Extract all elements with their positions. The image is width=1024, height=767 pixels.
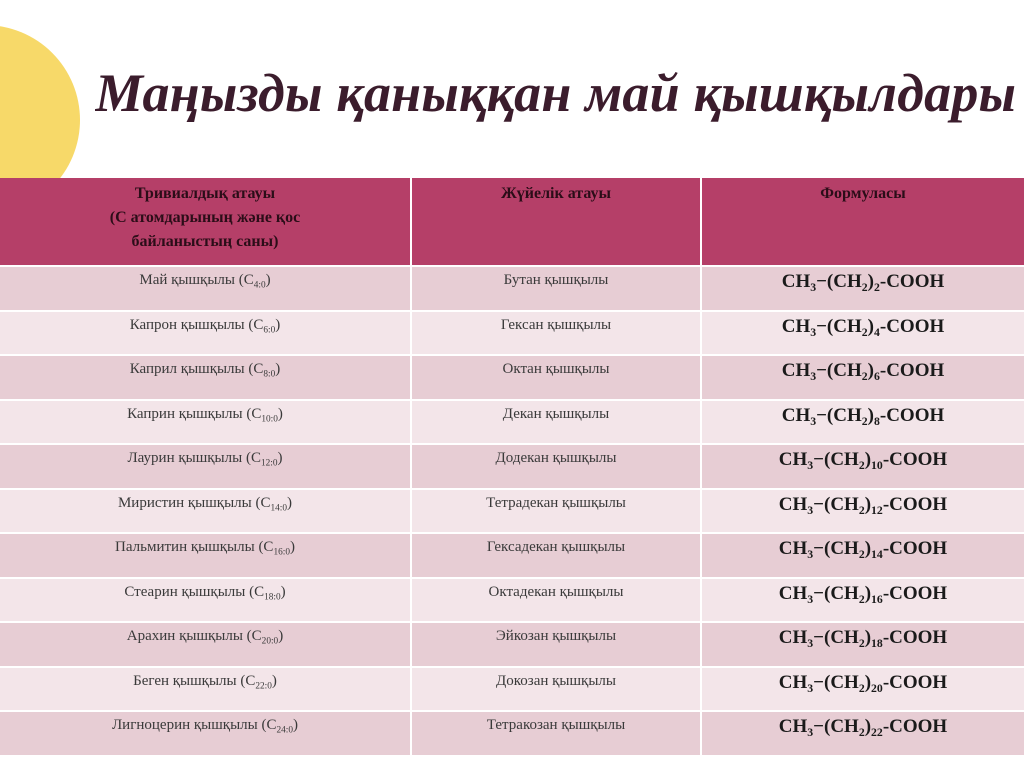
systematic-name-cell: Тетрадекан қышқылы — [412, 490, 702, 533]
formula-chain-length: 12 — [871, 503, 883, 517]
formula-cell — [702, 401, 1024, 444]
formula-cooh: -COOH — [882, 671, 948, 693]
close-paren: ) — [275, 361, 281, 377]
formula-ch3: CH — [778, 671, 808, 693]
formula-sub3: 3 — [807, 726, 814, 740]
trivial-name-cell — [0, 712, 412, 755]
formula-sub3: 3 — [807, 548, 814, 562]
close-paren: ) — [265, 272, 271, 288]
trivial-name-cell — [0, 534, 412, 577]
formula-cell — [702, 490, 1024, 533]
formula-close: ) — [867, 315, 874, 337]
systematic-name-cell: Додекан қышқылы — [412, 445, 702, 488]
formula-chain-length: 22 — [871, 726, 883, 740]
formula-link: −(CH — [813, 716, 859, 737]
formula-sub3: 3 — [807, 637, 814, 651]
formula-sub3: 3 — [810, 325, 817, 339]
formula-cooh: -COOH — [882, 538, 948, 559]
carbon-code: 10:0 — [261, 413, 278, 424]
table-row — [0, 354, 1024, 399]
formula-ch3: CH — [781, 271, 811, 292]
formula-close: ) — [864, 582, 872, 604]
formula-cooh: -COOH — [879, 271, 945, 292]
formula-sub3: 3 — [807, 592, 814, 606]
formula-chain-length: 2 — [873, 281, 880, 295]
systematic-name-cell: Бутан қышқылы — [412, 267, 702, 310]
table-body — [0, 265, 1024, 755]
formula-ch3: CH — [778, 716, 808, 737]
trivial-name-cell — [0, 401, 412, 444]
formula-cell — [702, 445, 1024, 488]
trivial-name-cell — [0, 579, 412, 622]
trivial-name: Пальмитин қышқылы (C — [115, 539, 274, 555]
formula-close: ) — [867, 360, 874, 381]
trivial-name: Май қышқылы (C — [139, 272, 254, 288]
formula-cell — [702, 712, 1024, 755]
trivial-name-cell — [0, 312, 412, 355]
close-paren: ) — [277, 405, 283, 422]
formula-sub2: 2 — [858, 592, 865, 606]
formula-chain-length: 8 — [873, 414, 880, 428]
formula-link: −(CH — [816, 360, 862, 381]
formula-sub3: 3 — [807, 503, 814, 517]
formula-close: ) — [864, 671, 872, 693]
formula-sub2: 2 — [861, 325, 868, 339]
formula-cell — [702, 579, 1024, 622]
formula-link: −(CH — [813, 627, 859, 648]
systematic-name-cell: Тетракозан қышқылы — [412, 712, 702, 755]
close-paren: ) — [275, 316, 281, 333]
carbon-code: 22:0 — [255, 680, 272, 691]
formula-cell — [702, 267, 1024, 310]
close-paren: ) — [280, 583, 286, 600]
formula-close: ) — [864, 493, 872, 515]
carbon-code: 8:0 — [263, 369, 276, 380]
trivial-name: Стеарин қышқылы (C — [124, 583, 265, 600]
close-paren: ) — [289, 539, 295, 555]
table-row — [0, 577, 1024, 622]
formula-ch3: CH — [778, 538, 808, 559]
formula-sub3: 3 — [807, 459, 814, 473]
table-row — [0, 666, 1024, 711]
formula-cooh: -COOH — [879, 404, 945, 426]
trivial-name: Капрон қышқылы (C — [129, 316, 264, 333]
formula-link: −(CH — [816, 404, 862, 426]
header-trivial-name — [0, 178, 412, 265]
table-row — [0, 532, 1024, 577]
close-paren: ) — [277, 450, 283, 466]
trivial-name-cell — [0, 668, 412, 711]
formula-cooh: -COOH — [882, 716, 948, 737]
formula-cooh: -COOH — [882, 493, 948, 515]
systematic-name-cell: Докозан қышқылы — [412, 668, 702, 711]
formula-cell — [702, 312, 1024, 355]
formula-sub2: 2 — [858, 637, 865, 651]
formula-link: −(CH — [813, 538, 859, 559]
formula-cooh: -COOH — [882, 449, 948, 470]
table-row — [0, 265, 1024, 310]
formula-chain-length: 18 — [871, 637, 883, 651]
formula-sub2: 2 — [861, 414, 868, 428]
formula-sub2: 2 — [858, 726, 865, 740]
formula-chain-length: 16 — [871, 592, 883, 606]
formula-sub3: 3 — [810, 370, 817, 384]
formula-ch3: CH — [778, 627, 808, 648]
formula-chain-length: 6 — [873, 370, 880, 384]
formula-close: ) — [867, 271, 874, 292]
formula-chain-length: 14 — [871, 548, 883, 562]
formula-cell — [702, 356, 1024, 399]
trivial-name: Арахин қышқылы (C — [126, 628, 262, 644]
trivial-name: Каприн қышқылы (C — [127, 405, 262, 422]
table-row — [0, 488, 1024, 533]
table-row — [0, 399, 1024, 444]
formula-close: ) — [864, 449, 872, 470]
close-paren: ) — [271, 672, 277, 689]
formula-cell — [702, 623, 1024, 666]
close-paren: ) — [287, 494, 293, 511]
systematic-name-cell: Октадекан қышқылы — [412, 579, 702, 622]
formula-link: −(CH — [813, 449, 859, 470]
header-formula: Формуласы — [820, 185, 906, 202]
formula-sub2: 2 — [858, 548, 865, 562]
formula-sub2: 2 — [858, 681, 865, 695]
systematic-name-cell: Гексан қышқылы — [412, 312, 702, 355]
formula-link: −(CH — [813, 582, 859, 604]
formula-link: −(CH — [813, 493, 859, 515]
formula-link: −(CH — [816, 315, 862, 337]
formula-chain-length: 10 — [871, 459, 883, 473]
fatty-acids-table — [0, 178, 1024, 755]
formula-close: ) — [864, 716, 872, 737]
systematic-name-cell: Гексадекан қышқылы — [412, 534, 702, 577]
formula-ch3: CH — [778, 449, 808, 470]
trivial-name: Лаурин қышқылы (C — [127, 450, 261, 466]
header-trivial-line3: байланыстың саны) — [131, 233, 279, 250]
formula-link: −(CH — [816, 271, 862, 292]
carbon-code: 24:0 — [276, 725, 293, 736]
formula-cooh: -COOH — [879, 360, 945, 381]
formula-close: ) — [864, 627, 872, 648]
formula-cooh: -COOH — [882, 582, 948, 604]
trivial-name-cell — [0, 267, 412, 310]
formula-cooh: -COOH — [879, 315, 945, 337]
table-row — [0, 710, 1024, 755]
trivial-name: Миристин қышқылы (C — [117, 494, 271, 511]
formula-ch3: CH — [781, 404, 811, 426]
trivial-name: Лигноцерин қышқылы (C — [112, 717, 277, 733]
carbon-code: 18:0 — [264, 591, 281, 602]
close-paren: ) — [293, 717, 298, 733]
formula-ch3: CH — [778, 493, 808, 515]
header-trivial-line2: (С атомдарының және қос — [109, 209, 301, 226]
carbon-code: 16:0 — [273, 547, 290, 558]
formula-ch3: CH — [778, 582, 808, 604]
close-paren: ) — [278, 628, 284, 644]
formula-cell — [702, 668, 1024, 711]
header-systematic-name: Жүйелік атауы — [412, 178, 702, 265]
formula-ch3: CH — [781, 360, 811, 381]
carbon-code: 6:0 — [263, 324, 276, 335]
formula-close: ) — [864, 538, 872, 559]
formula-cooh: -COOH — [882, 627, 948, 648]
slide-title: Маңызды қаныққан май қышқылдары — [95, 63, 1017, 123]
table-header — [0, 178, 1024, 265]
table-row — [0, 443, 1024, 488]
systematic-name-cell: Октан қышқылы — [412, 356, 702, 399]
trivial-name-cell — [0, 356, 412, 399]
trivial-name-cell — [0, 623, 412, 666]
systematic-name-cell: Эйкозан қышқылы — [412, 623, 702, 666]
formula-cell — [702, 534, 1024, 577]
formula-close: ) — [867, 404, 874, 426]
formula-link: −(CH — [813, 671, 859, 693]
formula-chain-length: 20 — [871, 681, 883, 695]
header-trivial-line1: Тривиалдық атауы — [134, 185, 276, 202]
carbon-code: 14:0 — [270, 502, 288, 513]
formula-sub2: 2 — [858, 503, 865, 517]
carbon-code: 4:0 — [253, 280, 266, 291]
formula-ch3: CH — [781, 315, 811, 337]
formula-sub2: 2 — [858, 459, 865, 473]
carbon-code: 12:0 — [260, 458, 278, 469]
trivial-name-cell — [0, 445, 412, 488]
formula-sub3: 3 — [810, 414, 817, 428]
formula-sub2: 2 — [861, 370, 868, 384]
trivial-name: Беген қышқылы (C — [133, 672, 256, 689]
formula-chain-length: 4 — [873, 325, 880, 339]
formula-sub3: 3 — [807, 681, 814, 695]
trivial-name: Каприл қышқылы (C — [129, 361, 264, 377]
systematic-name-cell: Декан қышқылы — [412, 401, 702, 444]
trivial-name-cell — [0, 490, 412, 533]
formula-sub3: 3 — [810, 281, 817, 295]
table-row — [0, 310, 1024, 355]
formula-sub2: 2 — [861, 281, 868, 295]
table-row — [0, 621, 1024, 666]
carbon-code: 20:0 — [261, 636, 279, 647]
